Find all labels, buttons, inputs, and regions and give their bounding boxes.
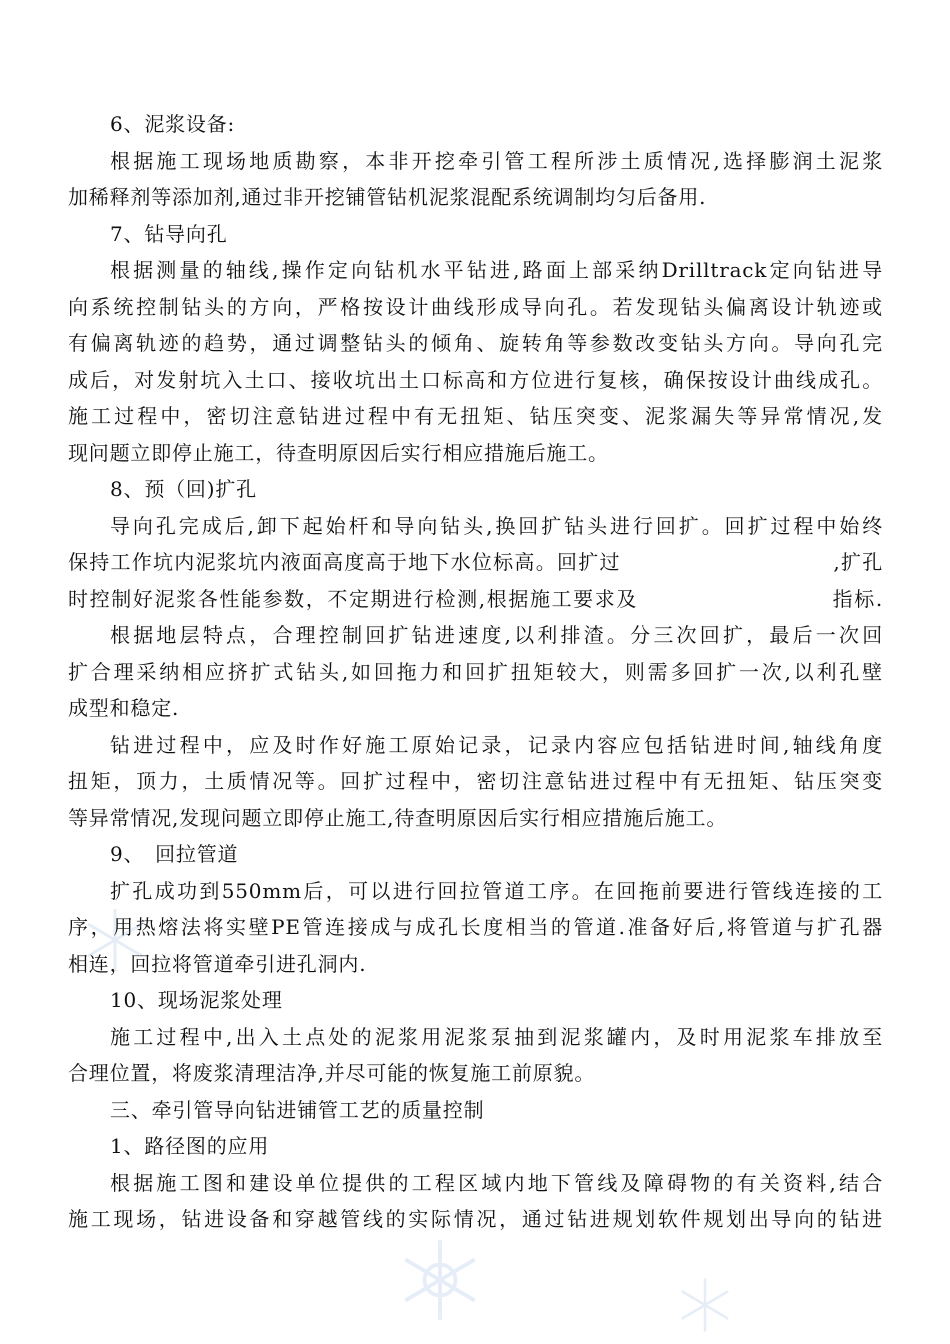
paragraph-line: 现问题立即停止施工，待查明原因后实行相应措施后施工。 — [68, 440, 609, 465]
paragraph-line: 扭矩，顶力，土质情况等。回扩过程中，密切注意钻进过程中有无扭矩、钻压突变 — [68, 769, 883, 793]
paragraph-line: 根据地层特点，合理控制回扩钻进速度,以利排渣。分三次回扩，最后一次回 — [110, 623, 883, 647]
paragraph-line: 扩合理采纳相应挤扩式钻头,如回拖力和回扩扭矩较大，则需多回扩一次,以利孔壁 — [68, 659, 883, 684]
paragraph-line: 相连，回拉将管道牵引进孔洞内. — [68, 951, 367, 976]
paragraph-line: 施工过程中,出入土点处的泥浆用泥浆泵抽到泥浆罐内，及时用泥浆车排放至 — [110, 1024, 883, 1049]
paragraph-line: 施工过程中，密切注意钻进过程中有无扭矩、钻压突变、泥浆漏失等异常情况,发 — [68, 404, 883, 428]
heading-mud-equipment: 6、泥浆设备: — [110, 112, 236, 136]
document-body — [68, 106, 883, 1238]
watermark-snowflake-icon — [675, 1275, 735, 1335]
heading-quality-control: 三、牵引管导向钻进铺管工艺的质量控制 — [110, 1097, 485, 1122]
heading-pullback: 9、 回拉管道 — [110, 842, 239, 866]
paragraph-line: 等异常情况,发现问题立即停止施工,待查明原因后实行相应措施后施工。 — [68, 805, 728, 830]
paragraph-line: 保持工作坑内泥浆坑内液面高度高于地下水位标高。回扩过 ,扩孔 — [68, 550, 883, 574]
paragraph-line: 根据测量的轴线,操作定向钻机水平钻进,路面上部采纳Drilltrack定向钻进导 — [110, 258, 883, 282]
paragraph-line: 扩孔成功到550mm后，可以进行回拉管道工序。在回拖前要进行管线连接的工 — [110, 878, 883, 903]
heading-route-map: 1、路径图的应用 — [110, 1134, 270, 1158]
paragraph-line: 根据施工现场地质勘察，本非开挖牵引管工程所涉土质情况,选择膨润土泥浆 — [110, 148, 883, 173]
paragraph-line: 导向孔完成后,卸下起始杆和导向钻头,换回扩钻头进行回扩。回扩过程中始终 — [110, 513, 883, 538]
watermark-snowflake-icon — [395, 1235, 485, 1325]
heading-pilot-hole: 7、钻导向孔 — [110, 221, 228, 246]
paragraph-line: 钻进过程中，应及时作好施工原始记录，记录内容应包括钻进时间,轴线角度 — [110, 732, 883, 757]
paragraph-line: 时控制好泥浆各性能参数，不定期进行检测,根据施工要求及 指标. — [68, 586, 883, 611]
paragraph-line: 有偏离轨迹的趋势，通过调整钻头的倾角、旋转角等参数改变钻头方向。导向孔完 — [68, 331, 883, 355]
paragraph-line: 序，用热熔法将实壁PE管连接成与成孔长度相当的管道.准备好后,将管道与扩孔器 — [68, 915, 883, 939]
heading-mud-treatment: 10、现场泥浆处理 — [110, 988, 283, 1012]
heading-reaming: 8、预（回)扩孔 — [110, 477, 257, 501]
paragraph-line: 根据施工图和建设单位提供的工程区域内地下管线及障碍物的有关资料,结合 — [110, 1170, 883, 1195]
paragraph-line: 成后，对发射坑入土口、接收坑出土口标高和方位进行复核，确保按设计曲线成孔。 — [68, 367, 883, 392]
paragraph-line: 合理位置，将废浆清理洁净,并尽可能的恢复施工前原貌。 — [68, 1061, 596, 1085]
watermark-snowflake-icon — [80, 905, 150, 975]
paragraph-line: 成型和稳定. — [68, 696, 180, 720]
paragraph-line: 加稀释剂等添加剂,通过非开挖铺管钻机泥浆混配系统调制均匀后备用. — [68, 185, 707, 209]
paragraph-line: 施工现场，钻进设备和穿越管线的实际情况，通过钻进规划软件规划出导向的钻进 — [68, 1207, 883, 1231]
paragraph-line: 向系统控制钻头的方向，严格按设计曲线形成导向孔。若发现钻头偏离设计轨迹或 — [68, 294, 883, 319]
